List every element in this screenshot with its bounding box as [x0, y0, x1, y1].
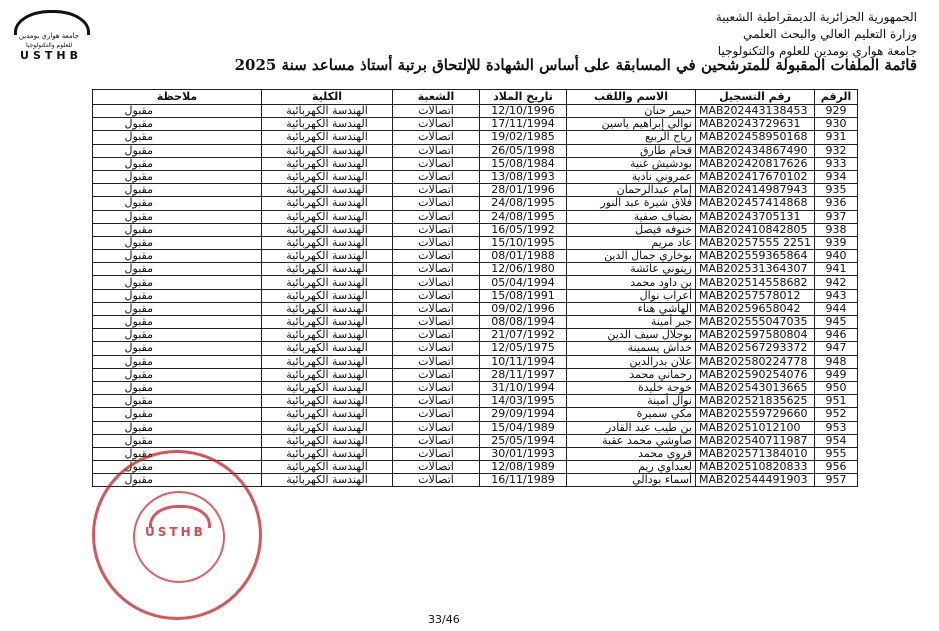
cell-reg: MAB202559729660 — [696, 408, 815, 421]
cell-name: رياح الربيع — [567, 131, 696, 144]
note-text: مقبول — [124, 170, 153, 184]
cell-num: 955 — [815, 447, 858, 460]
note-text: مقبول — [124, 420, 153, 434]
cell-spec: اتصالات — [393, 118, 480, 131]
note-text: مقبول — [124, 104, 153, 118]
table-row — [93, 210, 858, 223]
cell-date: 12/08/1989 — [480, 461, 567, 474]
cell-fac: الهندسة الكهربائية — [262, 461, 393, 474]
cell-name: أسماء بودالي — [567, 474, 696, 487]
cell-reg: MAB202580224778 — [696, 355, 815, 368]
cell-num: 935 — [815, 184, 858, 197]
cell-note — [93, 236, 262, 249]
cell-date: 25/05/1994 — [480, 434, 567, 447]
cell-spec: اتصالات — [393, 210, 480, 223]
header-spec: الشعبة — [393, 90, 480, 105]
cell-date: 08/08/1994 — [480, 316, 567, 329]
cell-date: 26/05/1998 — [480, 144, 567, 157]
note-text: مقبول — [124, 262, 153, 276]
cell-num: 941 — [815, 263, 858, 276]
cell-fac: الهندسة الكهربائية — [262, 276, 393, 289]
cell-fac: الهندسة الكهربائية — [262, 210, 393, 223]
cell-date: 12/06/1980 — [480, 263, 567, 276]
note-text: مقبول — [124, 235, 153, 249]
cell-date: 21/07/1992 — [480, 329, 567, 342]
cell-date: 17/11/1994 — [480, 118, 567, 131]
header-republic: الجمهورية الجزائرية الديمقراطية الشعبية — [715, 10, 917, 24]
cell-fac: الهندسة الكهربائية — [262, 447, 393, 460]
table-row — [93, 250, 858, 263]
cell-reg: MAB202531364307 — [696, 263, 815, 276]
note-text: مقبول — [124, 249, 153, 263]
cell-num: 932 — [815, 144, 858, 157]
cell-spec: اتصالات — [393, 302, 480, 315]
cell-note — [93, 184, 262, 197]
cell-note — [93, 157, 262, 170]
cell-fac: الهندسة الكهربائية — [262, 342, 393, 355]
cell-spec: اتصالات — [393, 355, 480, 368]
cell-spec: اتصالات — [393, 157, 480, 170]
cell-date: 24/08/1995 — [480, 197, 567, 210]
table-row — [93, 302, 858, 315]
cell-spec: اتصالات — [393, 408, 480, 421]
cell-fac: الهندسة الكهربائية — [262, 184, 393, 197]
cell-name: صاوشي محمد عقبة — [567, 434, 696, 447]
cell-name: علان بدرالدين — [567, 355, 696, 368]
cell-note — [93, 395, 262, 408]
table-row — [93, 131, 858, 144]
cell-reg: MAB202597580804 — [696, 329, 815, 342]
cell-note — [93, 144, 262, 157]
cell-reg: MAB20251012100 — [696, 421, 815, 434]
cell-fac: الهندسة الكهربائية — [262, 263, 393, 276]
cell-note — [93, 329, 262, 342]
table-row — [93, 381, 858, 394]
cell-spec: اتصالات — [393, 289, 480, 302]
table-row — [93, 197, 858, 210]
cell-name: عاد مريم — [567, 236, 696, 249]
cell-fac: الهندسة الكهربائية — [262, 289, 393, 302]
cell-reg: MAB202543013665 — [696, 381, 815, 394]
cell-note — [93, 197, 262, 210]
cell-num: 954 — [815, 434, 858, 447]
cell-spec: اتصالات — [393, 184, 480, 197]
cell-name: أعراب نوال — [567, 289, 696, 302]
cell-fac: الهندسة الكهربائية — [262, 157, 393, 170]
note-text: مقبول — [124, 341, 153, 355]
cell-num: 942 — [815, 276, 858, 289]
table-row — [93, 342, 858, 355]
cell-fac: الهندسة الكهربائية — [262, 329, 393, 342]
cell-num: 952 — [815, 408, 858, 421]
cell-reg: MAB202540711987 — [696, 434, 815, 447]
cell-note — [93, 381, 262, 394]
cell-spec: اتصالات — [393, 250, 480, 263]
cell-note — [93, 210, 262, 223]
note-text: مقبول — [124, 394, 153, 408]
cell-name: فلاق شيرة عبد النور — [567, 197, 696, 210]
cell-num: 933 — [815, 157, 858, 170]
cell-spec: اتصالات — [393, 329, 480, 342]
cell-name: قروي محمد — [567, 447, 696, 460]
header-date: تاريخ الملاد — [480, 90, 567, 105]
cell-spec: اتصالات — [393, 276, 480, 289]
cell-reg: MAB202434867490 — [696, 144, 815, 157]
cell-spec: اتصالات — [393, 395, 480, 408]
cell-note — [93, 421, 262, 434]
cell-spec: اتصالات — [393, 170, 480, 183]
cell-num: 931 — [815, 131, 858, 144]
cell-date: 28/11/1997 — [480, 368, 567, 381]
cell-num: 947 — [815, 342, 858, 355]
note-text: مقبول — [124, 328, 153, 342]
cell-reg: MAB202420817626 — [696, 157, 815, 170]
note-text: مقبول — [124, 288, 153, 302]
cell-num: 936 — [815, 197, 858, 210]
note-text: مقبول — [124, 222, 153, 236]
cell-note — [93, 355, 262, 368]
cell-num: 946 — [815, 329, 858, 342]
header-num: الرقم — [815, 90, 858, 105]
cell-note — [93, 316, 262, 329]
note-text: مقبول — [124, 367, 153, 381]
cell-date: 16/11/1989 — [480, 474, 567, 487]
cell-spec: اتصالات — [393, 316, 480, 329]
cell-reg: MAB20259658042 — [696, 302, 815, 315]
note-text: مقبول — [124, 354, 153, 368]
table-row — [93, 170, 858, 183]
header-name: الاسم واللقب — [567, 90, 696, 105]
cell-date: 12/05/1975 — [480, 342, 567, 355]
cell-note — [93, 434, 262, 447]
cell-fac: الهندسة الكهربائية — [262, 250, 393, 263]
cell-fac: الهندسة الكهربائية — [262, 144, 393, 157]
cell-fac: الهندسة الكهربائية — [262, 408, 393, 421]
cell-fac: الهندسة الكهربائية — [262, 236, 393, 249]
cell-fac: الهندسة الكهربائية — [262, 170, 393, 183]
cell-fac: الهندسة الكهربائية — [262, 223, 393, 236]
cell-spec: اتصالات — [393, 447, 480, 460]
cell-date: 09/02/1996 — [480, 302, 567, 315]
table-row — [93, 316, 858, 329]
cell-reg: MAB202458950168 — [696, 131, 815, 144]
cell-fac: الهندسة الكهربائية — [262, 118, 393, 131]
cell-name: بوخاري جمال الدين — [567, 250, 696, 263]
table-row — [93, 421, 858, 434]
cell-num: 940 — [815, 250, 858, 263]
cell-name: حيمر حنان — [567, 105, 696, 118]
cell-spec: اتصالات — [393, 263, 480, 276]
table-row — [93, 236, 858, 249]
table-row — [93, 329, 858, 342]
candidates-table — [92, 89, 858, 487]
cell-num: 937 — [815, 210, 858, 223]
cell-name: خنوفه فيصل — [567, 223, 696, 236]
cell-date: 24/08/1995 — [480, 210, 567, 223]
cell-reg: MAB20243729631 — [696, 118, 815, 131]
header-reg: رقم التسجيل — [696, 90, 815, 105]
cell-note — [93, 250, 262, 263]
cell-name: خداش يسمينة — [567, 342, 696, 355]
note-text: مقبول — [124, 433, 153, 447]
table-row — [93, 408, 858, 421]
cell-num: 943 — [815, 289, 858, 302]
table-row — [93, 434, 858, 447]
cell-reg: MAB20257555 2251 — [696, 236, 815, 249]
note-text: مقبول — [124, 446, 153, 460]
cell-name: عمروني نادية — [567, 170, 696, 183]
cell-reg: MAB202567293372 — [696, 342, 815, 355]
table-row — [93, 355, 858, 368]
table-row — [93, 395, 858, 408]
cell-name: بن داود محمد — [567, 276, 696, 289]
cell-spec: اتصالات — [393, 368, 480, 381]
cell-fac: الهندسة الكهربائية — [262, 355, 393, 368]
cell-spec: اتصالات — [393, 474, 480, 487]
cell-reg: MAB202443138453 — [696, 105, 815, 118]
cell-date: 08/01/1988 — [480, 250, 567, 263]
table-row — [93, 276, 858, 289]
note-text: مقبول — [124, 381, 153, 395]
note-text: مقبول — [124, 117, 153, 131]
cell-reg: MAB202457414868 — [696, 197, 815, 210]
header-university: جامعة هواري بومدين للعلوم والتكنولوجيا — [717, 44, 917, 58]
cell-fac: الهندسة الكهربائية — [262, 421, 393, 434]
header-fac: الكلية — [262, 90, 393, 105]
cell-reg: MAB20243705131 — [696, 210, 815, 223]
header-note: ملاحظة — [93, 90, 262, 105]
logo-arabic-name: جامعة هواري بومدين — [18, 32, 80, 40]
university-logo — [10, 8, 88, 62]
cell-spec: اتصالات — [393, 236, 480, 249]
cell-spec: اتصالات — [393, 421, 480, 434]
cell-date: 19/02/1985 — [480, 131, 567, 144]
note-text: مقبول — [124, 301, 153, 315]
table-row — [93, 263, 858, 276]
cell-fac: الهندسة الكهربائية — [262, 474, 393, 487]
cell-name: نوال أمينة — [567, 395, 696, 408]
cell-note — [93, 289, 262, 302]
cell-fac: الهندسة الكهربائية — [262, 302, 393, 315]
header-ministry: وزارة التعليم العالي والبحث العلمي — [743, 27, 917, 41]
cell-reg: MAB202571384010 — [696, 447, 815, 460]
official-stamp — [92, 446, 262, 620]
note-text: مقبول — [124, 156, 153, 170]
table-header-row — [93, 90, 858, 105]
cell-date: 10/11/1994 — [480, 355, 567, 368]
cell-name: بودشيش غنية — [567, 157, 696, 170]
cell-name: جبر أمينة — [567, 316, 696, 329]
cell-note — [93, 276, 262, 289]
cell-date: 15/04/1989 — [480, 421, 567, 434]
cell-date: 12/10/1996 — [480, 105, 567, 118]
cell-num: 939 — [815, 236, 858, 249]
cell-name: بوجلال سيف الدين — [567, 329, 696, 342]
cell-num: 938 — [815, 223, 858, 236]
cell-spec: اتصالات — [393, 434, 480, 447]
cell-date: 16/05/1992 — [480, 223, 567, 236]
table-row — [93, 289, 858, 302]
table-row — [93, 157, 858, 170]
note-text: مقبول — [124, 209, 153, 223]
cell-num: 949 — [815, 368, 858, 381]
cell-num: 956 — [815, 461, 858, 474]
table-row — [93, 368, 858, 381]
cell-reg: MAB202555047035 — [696, 316, 815, 329]
table-row — [93, 144, 858, 157]
cell-fac: الهندسة الكهربائية — [262, 197, 393, 210]
cell-date: 15/08/1991 — [480, 289, 567, 302]
note-text: مقبول — [124, 130, 153, 144]
table-row — [93, 184, 858, 197]
table-row — [93, 105, 858, 118]
cell-fac: الهندسة الكهربائية — [262, 316, 393, 329]
cell-fac: الهندسة الكهربائية — [262, 131, 393, 144]
cell-spec: اتصالات — [393, 131, 480, 144]
cell-date: 28/01/1996 — [480, 184, 567, 197]
table-row — [93, 118, 858, 131]
note-text: مقبول — [124, 407, 153, 421]
cell-name: رحماني محمد — [567, 368, 696, 381]
cell-note — [93, 223, 262, 236]
cell-spec: اتصالات — [393, 197, 480, 210]
cell-num: 930 — [815, 118, 858, 131]
cell-note — [93, 105, 262, 118]
cell-name: زيتوني عائشة — [567, 263, 696, 276]
cell-num: 951 — [815, 395, 858, 408]
cell-reg: MAB202544491903 — [696, 474, 815, 487]
cell-note — [93, 170, 262, 183]
cell-reg: MAB202521835625 — [696, 395, 815, 408]
cell-spec: اتصالات — [393, 223, 480, 236]
cell-name: خوجة خليدة — [567, 381, 696, 394]
cell-spec: اتصالات — [393, 461, 480, 474]
cell-reg: MAB202410842805 — [696, 223, 815, 236]
cell-note — [93, 368, 262, 381]
cell-reg: MAB202590254076 — [696, 368, 815, 381]
note-text: مقبول — [124, 143, 153, 157]
cell-name: نوالي إبراهيم ياسين — [567, 118, 696, 131]
cell-fac: الهندسة الكهربائية — [262, 395, 393, 408]
table-row — [93, 223, 858, 236]
note-text: مقبول — [124, 183, 153, 197]
cell-reg: MAB202559365864 — [696, 250, 815, 263]
stamp-latin: USTHB — [145, 525, 206, 539]
cell-name: بن طيب عبد القادر — [567, 421, 696, 434]
cell-date: 14/03/1995 — [480, 395, 567, 408]
cell-spec: اتصالات — [393, 381, 480, 394]
logo-arabic-subtitle: للعلوم والتكنولوجيا — [25, 42, 73, 49]
cell-num: 934 — [815, 170, 858, 183]
note-text: مقبول — [124, 315, 153, 329]
cell-spec: اتصالات — [393, 342, 480, 355]
cell-note — [93, 118, 262, 131]
cell-num: 945 — [815, 316, 858, 329]
cell-num: 953 — [815, 421, 858, 434]
cell-name: الهاشي هناء — [567, 302, 696, 315]
cell-note — [93, 131, 262, 144]
cell-reg: MAB20257578012 — [696, 289, 815, 302]
cell-note — [93, 408, 262, 421]
cell-date: 05/04/1994 — [480, 276, 567, 289]
cell-reg: MAB202514558682 — [696, 276, 815, 289]
cell-reg: MAB202417670102 — [696, 170, 815, 183]
cell-date: 15/10/1995 — [480, 236, 567, 249]
note-text: مقبول — [124, 460, 153, 474]
cell-note — [93, 263, 262, 276]
page-number: 33/46 — [428, 613, 460, 626]
cell-note — [93, 302, 262, 315]
note-text: مقبول — [124, 473, 153, 487]
cell-reg: MAB202510820833 — [696, 461, 815, 474]
cell-num: 950 — [815, 381, 858, 394]
cell-spec: اتصالات — [393, 105, 480, 118]
cell-reg: MAB202414987943 — [696, 184, 815, 197]
cell-fac: الهندسة الكهربائية — [262, 434, 393, 447]
cell-date: 13/08/1993 — [480, 170, 567, 183]
cell-num: 944 — [815, 302, 858, 315]
cell-date: 31/10/1994 — [480, 381, 567, 394]
cell-date: 15/08/1984 — [480, 157, 567, 170]
cell-fac: الهندسة الكهربائية — [262, 105, 393, 118]
cell-num: 957 — [815, 474, 858, 487]
note-text: مقبول — [124, 275, 153, 289]
cell-date: 29/09/1994 — [480, 408, 567, 421]
document-title: قائمة الملفات المقبولة للمترشحين في المسابقة على أساس الشهادة للإلتحاق برتبة أستاذ مساعد سنة 2025 — [234, 56, 917, 74]
cell-name: بضياف صفية — [567, 210, 696, 223]
cell-num: 929 — [815, 105, 858, 118]
cell-name: مكي سميرة — [567, 408, 696, 421]
cell-spec: اتصالات — [393, 144, 480, 157]
note-text: مقبول — [124, 196, 153, 210]
cell-name: لعبداوي ريم — [567, 461, 696, 474]
logo-latin-name: USTHB — [20, 49, 82, 62]
cell-fac: الهندسة الكهربائية — [262, 381, 393, 394]
cell-fac: الهندسة الكهربائية — [262, 368, 393, 381]
cell-num: 948 — [815, 355, 858, 368]
cell-name: إمام عبدالرحمان — [567, 184, 696, 197]
cell-name: قحام طارق — [567, 144, 696, 157]
cell-note — [93, 342, 262, 355]
cell-date: 30/01/1993 — [480, 447, 567, 460]
